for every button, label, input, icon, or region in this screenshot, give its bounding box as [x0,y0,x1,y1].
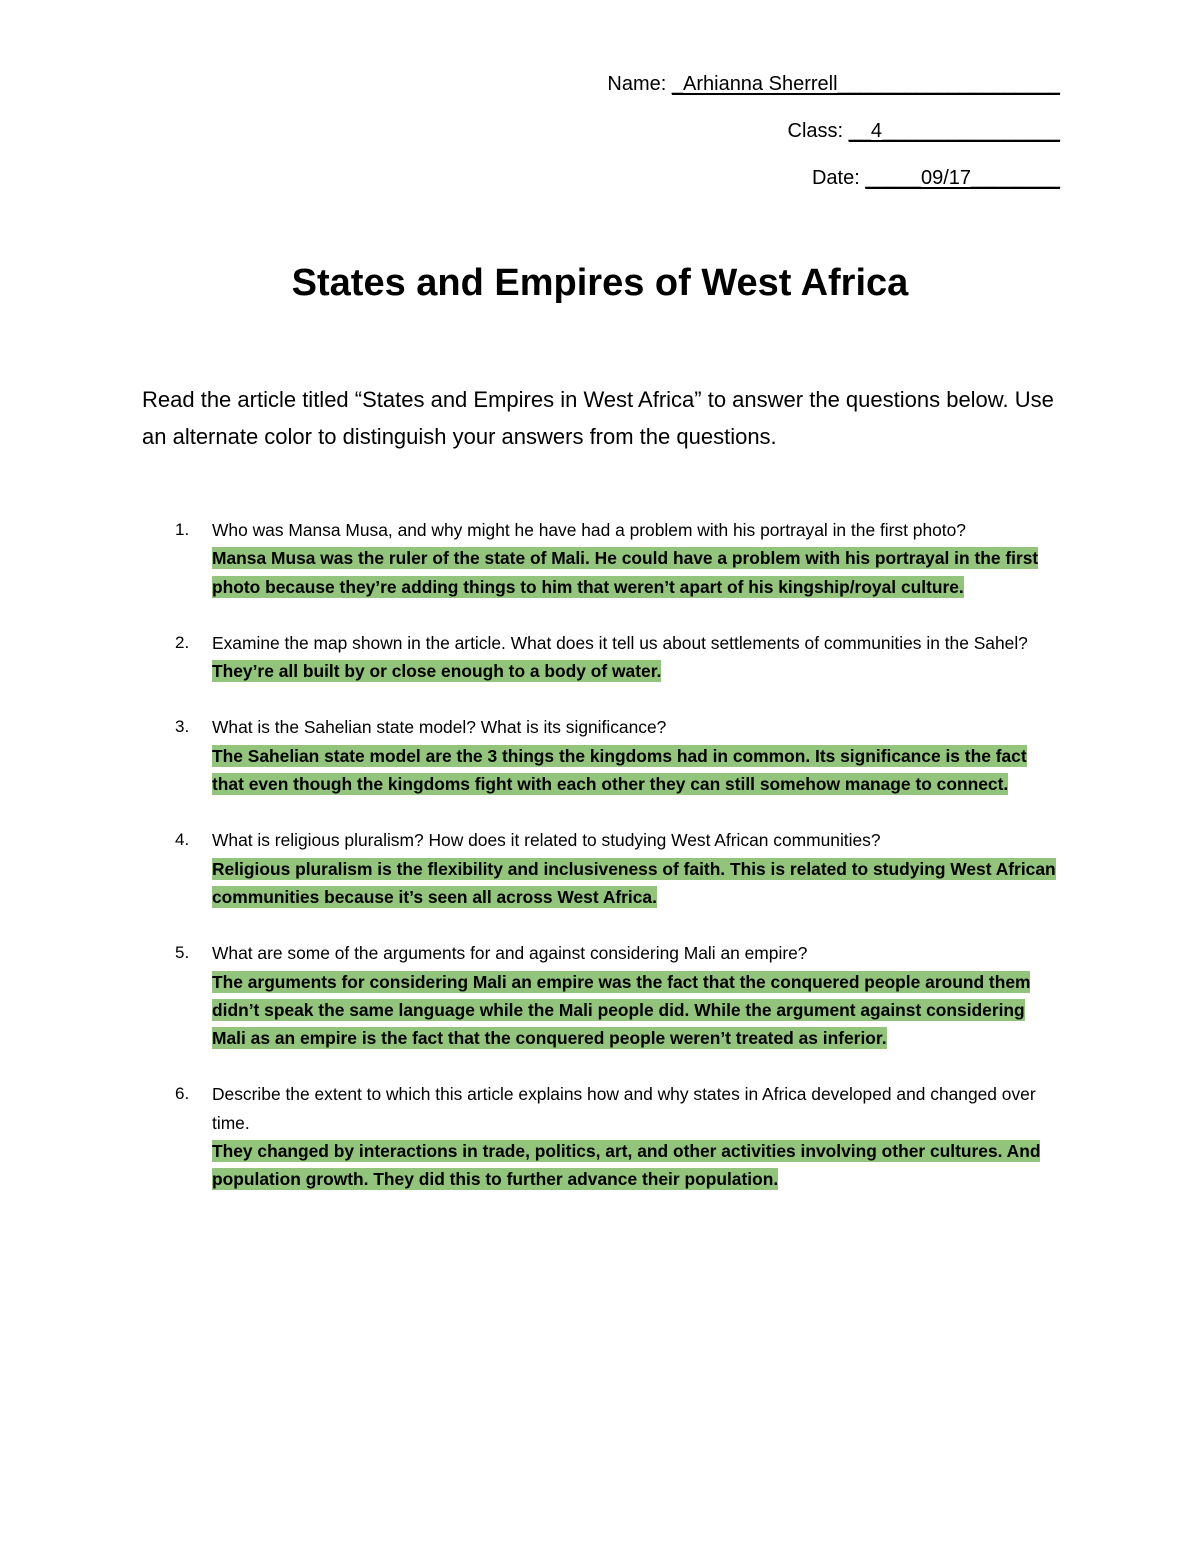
question-number: 3. [175,717,190,737]
date-value: _____09/17________ [865,167,1060,189]
answer-text: The Sahelian state model are the 3 things the kingdoms had in common. Its significance is the fact that even though the kingdoms fight with each other they can still somehow manage to connect. [212,745,1027,795]
question-text: Who was Mansa Musa, and why might he have had a problem with his portrayal in the first photo? [212,520,966,540]
class-line [788,120,1060,143]
question-text: What is religious pluralism? How does it related to studying West African communities? [212,830,881,851]
answer-text: They changed by interactions in trade, politics, art, and other activities involving other cultures. And population growth. They did this to further advance their population. [212,1141,1041,1190]
question-item-6 [0,1080,1060,1193]
question-item-5 [0,939,1060,1052]
question-item-3 [0,713,1060,798]
answer-text: Religious pluralism is the flexibility and inclusiveness of faith. This is related to studying West African communities because it’s seen all across West Africa. [212,858,1056,907]
question-text: What is the Sahelian state model? What is its significance? [212,717,667,738]
answer-text: They’re all built by or close enough to a body of water. [212,661,662,682]
question-number: 5. [175,943,190,963]
class-value: __4________________ [848,120,1060,142]
question-item-4 [0,826,1060,911]
question-item-2 [0,629,1060,686]
name-label: Name: [607,73,672,95]
question-item-1 [0,516,1060,601]
document-title: States and Empires of West Africa [291,262,909,304]
date-label: Date: [811,167,866,189]
answer-text: The arguments for considering Mali an empire was the fact that the conquered people around them didn’t speak the same language while the Mali people did. While the argument against considering Mali as an empire is the fact that the conquered people weren’t treated as inferior. [212,971,1031,1049]
answer-text: Mansa Musa was the ruler of the state of Mali. He could have a problem with his portrayal in the first photo because they’re adding things to him that weren’t apart of his kingship/royal culture. [212,548,1039,597]
class-label: Class: [787,120,849,142]
name-line [607,73,1060,96]
question-text: Examine the map shown in the article. What does it tell us about settlements of communities in the Sahel? [212,632,1028,653]
question-number: 6. [175,1084,190,1104]
question-text: What are some of the arguments for and against considering Mali an empire? [212,943,808,964]
name-value: _Arhianna Sherrell____________________ [671,73,1060,95]
date-line [812,167,1060,190]
question-text: Describe the extent to which this article explains how and why states in Africa developed and changed over time. [212,1084,1036,1133]
question-number: 2. [175,632,190,652]
instructions: Read the article titled “States and Empires in West Africa” to answer the questions below. Use an alternate color to distinguish your answers from the questions. [142,387,1054,449]
question-number: 4. [175,830,190,850]
question-number: 1. [175,520,190,539]
question-list [0,516,1200,1194]
